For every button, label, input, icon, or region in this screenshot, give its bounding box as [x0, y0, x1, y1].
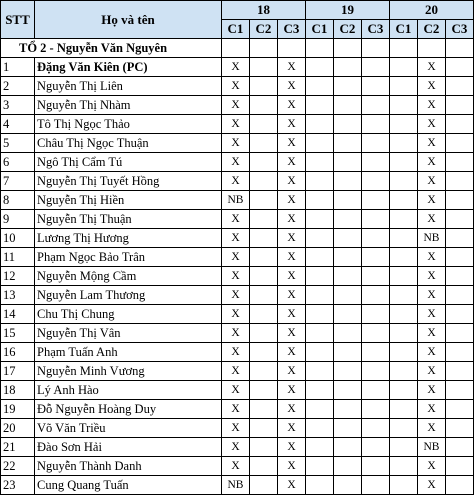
attendance-cell [306, 77, 334, 96]
row-number: 20 [1, 419, 35, 438]
attendance-cell: X [222, 153, 250, 172]
attendance-cell [390, 191, 418, 210]
attendance-cell [250, 419, 278, 438]
table-row [1, 457, 474, 476]
attendance-cell [362, 343, 390, 362]
attendance-cell: X [278, 438, 306, 457]
member-name: Nguyễn Thành Danh [35, 457, 222, 476]
row-number: 14 [1, 305, 35, 324]
attendance-cell: X [278, 362, 306, 381]
attendance-cell [250, 343, 278, 362]
attendance-cell [334, 229, 362, 248]
attendance-cell: X [418, 381, 446, 400]
table-row [1, 191, 474, 210]
attendance-cell [362, 381, 390, 400]
attendance-cell: X [222, 210, 250, 229]
attendance-cell [390, 324, 418, 343]
attendance-cell: X [278, 267, 306, 286]
attendance-cell [334, 267, 362, 286]
attendance-cell [446, 172, 474, 191]
attendance-cell [306, 210, 334, 229]
row-number: 6 [1, 153, 35, 172]
group-row [1, 39, 474, 58]
row-number: 23 [1, 476, 35, 495]
attendance-cell [250, 153, 278, 172]
attendance-cell [306, 362, 334, 381]
member-name: Lương Thị Hương [35, 229, 222, 248]
day-header-18: 18 [222, 1, 306, 20]
attendance-cell [306, 286, 334, 305]
attendance-cell [390, 419, 418, 438]
attendance-cell: X [418, 343, 446, 362]
attendance-cell: X [418, 58, 446, 77]
attendance-cell [446, 248, 474, 267]
group-label: TỔ 2 - Nguyễn Văn Nguyên [1, 39, 222, 58]
attendance-cell [334, 191, 362, 210]
attendance-cell [362, 438, 390, 457]
attendance-cell [250, 267, 278, 286]
attendance-cell: NB [418, 438, 446, 457]
attendance-cell [334, 381, 362, 400]
attendance-cell [390, 96, 418, 115]
attendance-cell [446, 362, 474, 381]
attendance-cell: X [222, 343, 250, 362]
table-row [1, 324, 474, 343]
session-header: C2 [418, 20, 446, 39]
attendance-cell [390, 248, 418, 267]
attendance-cell: X [222, 115, 250, 134]
attendance-cell [306, 476, 334, 495]
row-number: 19 [1, 400, 35, 419]
session-header: C3 [446, 20, 474, 39]
attendance-cell [362, 115, 390, 134]
table-row [1, 77, 474, 96]
attendance-cell [362, 172, 390, 191]
attendance-cell: X [418, 305, 446, 324]
attendance-cell [446, 324, 474, 343]
attendance-cell [250, 229, 278, 248]
attendance-cell: NB [418, 229, 446, 248]
attendance-cell [446, 210, 474, 229]
row-number: 22 [1, 457, 35, 476]
attendance-cell: X [278, 286, 306, 305]
row-number: 15 [1, 324, 35, 343]
attendance-cell [390, 172, 418, 191]
attendance-cell [250, 77, 278, 96]
attendance-cell [390, 134, 418, 153]
attendance-cell [362, 134, 390, 153]
day-header-20: 20 [390, 1, 474, 20]
row-number: 7 [1, 172, 35, 191]
attendance-cell: X [418, 153, 446, 172]
attendance-cell: X [222, 267, 250, 286]
attendance-cell [446, 134, 474, 153]
attendance-cell [390, 267, 418, 286]
attendance-cell [250, 400, 278, 419]
table-row [1, 305, 474, 324]
attendance-cell [306, 457, 334, 476]
table-row [1, 134, 474, 153]
attendance-cell [390, 457, 418, 476]
attendance-cell: X [222, 438, 250, 457]
attendance-cell: X [418, 77, 446, 96]
attendance-cell [306, 305, 334, 324]
session-header: C1 [306, 20, 334, 39]
table-row [1, 400, 474, 419]
attendance-cell [446, 153, 474, 172]
day-header-19: 19 [306, 1, 390, 20]
attendance-cell: X [418, 210, 446, 229]
row-number: 4 [1, 115, 35, 134]
row-number: 1 [1, 58, 35, 77]
attendance-cell: X [222, 381, 250, 400]
row-number: 21 [1, 438, 35, 457]
attendance-cell: X [278, 134, 306, 153]
attendance-cell [306, 343, 334, 362]
attendance-cell [390, 115, 418, 134]
member-name: Nguyễn Thị Liên [35, 77, 222, 96]
attendance-cell: X [278, 77, 306, 96]
attendance-cell [362, 229, 390, 248]
attendance-cell: NB [222, 191, 250, 210]
member-name: Tô Thị Ngọc Thảo [35, 115, 222, 134]
row-number: 12 [1, 267, 35, 286]
member-name: Nguyễn Thị Nhàm [35, 96, 222, 115]
attendance-cell [334, 58, 362, 77]
attendance-cell: X [418, 191, 446, 210]
table-row [1, 362, 474, 381]
attendance-cell: X [418, 400, 446, 419]
table-row [1, 172, 474, 191]
attendance-cell: X [418, 419, 446, 438]
attendance-cell [362, 77, 390, 96]
member-name: Phạm Tuấn Anh [35, 343, 222, 362]
attendance-cell: X [222, 286, 250, 305]
attendance-cell [306, 381, 334, 400]
attendance-cell [334, 419, 362, 438]
attendance-cell [250, 286, 278, 305]
attendance-cell [446, 58, 474, 77]
attendance-cell [362, 286, 390, 305]
attendance-cell [334, 115, 362, 134]
attendance-cell: X [418, 248, 446, 267]
attendance-cell [362, 400, 390, 419]
attendance-cell [390, 476, 418, 495]
table-row [1, 96, 474, 115]
attendance-cell [446, 305, 474, 324]
attendance-cell: X [278, 343, 306, 362]
attendance-cell [362, 457, 390, 476]
attendance-cell: NB [222, 476, 250, 495]
attendance-cell [250, 305, 278, 324]
attendance-cell [390, 229, 418, 248]
row-number: 13 [1, 286, 35, 305]
table-row [1, 115, 474, 134]
attendance-cell: X [418, 324, 446, 343]
header-row-days [1, 1, 474, 20]
attendance-cell [362, 153, 390, 172]
attendance-cell: X [278, 210, 306, 229]
attendance-cell [334, 362, 362, 381]
attendance-cell: X [278, 115, 306, 134]
attendance-cell [334, 210, 362, 229]
member-name: Đào Sơn Hải [35, 438, 222, 457]
attendance-cell [390, 210, 418, 229]
session-header: C1 [390, 20, 418, 39]
attendance-cell [250, 210, 278, 229]
attendance-cell [306, 191, 334, 210]
attendance-cell [334, 400, 362, 419]
attendance-cell [250, 476, 278, 495]
member-name: Nguyễn Lam Thương [35, 286, 222, 305]
table-row [1, 58, 474, 77]
member-name: Nguyễn Thị Tuyết Hồng [35, 172, 222, 191]
table-row [1, 476, 474, 495]
attendance-cell [334, 286, 362, 305]
attendance-cell [334, 457, 362, 476]
attendance-cell [446, 267, 474, 286]
attendance-cell [446, 115, 474, 134]
attendance-cell [362, 210, 390, 229]
member-name: Nguyễn Minh Vương [35, 362, 222, 381]
attendance-cell [250, 172, 278, 191]
attendance-cell [446, 96, 474, 115]
row-number: 8 [1, 191, 35, 210]
table-row [1, 210, 474, 229]
attendance-cell [334, 305, 362, 324]
attendance-cell: X [222, 96, 250, 115]
attendance-cell [446, 476, 474, 495]
attendance-cell [390, 77, 418, 96]
attendance-cell: X [222, 419, 250, 438]
attendance-cell [306, 229, 334, 248]
table-row [1, 438, 474, 457]
attendance-cell [334, 324, 362, 343]
attendance-cell: X [222, 362, 250, 381]
member-name: Phạm Ngọc Bảo Trân [35, 248, 222, 267]
attendance-cell [306, 267, 334, 286]
table-row [1, 419, 474, 438]
attendance-cell [446, 457, 474, 476]
attendance-cell [446, 438, 474, 457]
attendance-cell [250, 381, 278, 400]
attendance-cell [306, 96, 334, 115]
attendance-cell: X [222, 172, 250, 191]
attendance-cell: X [278, 172, 306, 191]
attendance-cell: X [222, 134, 250, 153]
attendance-cell [390, 400, 418, 419]
attendance-cell [250, 115, 278, 134]
attendance-cell: X [278, 419, 306, 438]
attendance-cell [362, 305, 390, 324]
attendance-cell: X [278, 457, 306, 476]
attendance-cell [306, 115, 334, 134]
attendance-cell [362, 191, 390, 210]
member-name: Nguyễn Thị Vân [35, 324, 222, 343]
attendance-cell: X [418, 286, 446, 305]
attendance-cell: X [278, 96, 306, 115]
session-header: C3 [362, 20, 390, 39]
table-row [1, 267, 474, 286]
attendance-cell [250, 438, 278, 457]
attendance-cell: X [418, 115, 446, 134]
attendance-cell: X [278, 229, 306, 248]
attendance-cell [446, 77, 474, 96]
attendance-cell: X [418, 362, 446, 381]
attendance-cell [250, 324, 278, 343]
attendance-cell [362, 476, 390, 495]
attendance-cell: X [418, 134, 446, 153]
member-name: Võ Văn Triều [35, 419, 222, 438]
attendance-cell: X [222, 77, 250, 96]
session-header: C2 [250, 20, 278, 39]
member-name: Ngô Thị Cẩm Tú [35, 153, 222, 172]
attendance-cell: X [222, 324, 250, 343]
table-row [1, 286, 474, 305]
table-row [1, 381, 474, 400]
attendance-cell [334, 77, 362, 96]
attendance-cell [306, 324, 334, 343]
attendance-cell: X [278, 248, 306, 267]
attendance-cell [446, 400, 474, 419]
attendance-cell: X [278, 476, 306, 495]
attendance-cell [250, 362, 278, 381]
member-name: Nguyễn Thị Hiền [35, 191, 222, 210]
attendance-cell: X [222, 58, 250, 77]
attendance-cell [446, 191, 474, 210]
attendance-cell [446, 343, 474, 362]
member-name: Đặng Văn Kiên (PC) [35, 58, 222, 77]
attendance-cell: X [278, 381, 306, 400]
attendance-cell [362, 96, 390, 115]
session-header: C3 [278, 20, 306, 39]
attendance-cell [250, 248, 278, 267]
attendance-cell [334, 248, 362, 267]
attendance-cell: X [418, 172, 446, 191]
attendance-cell: X [278, 191, 306, 210]
row-number: 11 [1, 248, 35, 267]
member-name: Nguyễn Mộng Cầm [35, 267, 222, 286]
attendance-cell [334, 476, 362, 495]
member-name: Đỗ Nguyễn Hoàng Duy [35, 400, 222, 419]
attendance-cell: X [418, 457, 446, 476]
member-name: Cung Quang Tuấn [35, 476, 222, 495]
member-name: Lý Anh Hào [35, 381, 222, 400]
table-row [1, 343, 474, 362]
attendance-cell [362, 58, 390, 77]
attendance-cell: X [418, 267, 446, 286]
session-header: C1 [222, 20, 250, 39]
attendance-cell [334, 153, 362, 172]
attendance-cell [306, 248, 334, 267]
attendance-cell [306, 58, 334, 77]
attendance-cell [334, 172, 362, 191]
row-number: 2 [1, 77, 35, 96]
attendance-cell [390, 381, 418, 400]
attendance-cell [362, 248, 390, 267]
attendance-cell [250, 191, 278, 210]
name-header: Họ và tên [35, 1, 222, 39]
attendance-cell [390, 153, 418, 172]
attendance-cell [446, 229, 474, 248]
attendance-cell [362, 267, 390, 286]
attendance-cell [306, 134, 334, 153]
attendance-cell: X [278, 305, 306, 324]
attendance-cell [250, 457, 278, 476]
attendance-cell [390, 362, 418, 381]
row-number: 18 [1, 381, 35, 400]
attendance-cell [362, 419, 390, 438]
attendance-cell [306, 419, 334, 438]
attendance-cell: X [418, 96, 446, 115]
member-name: Nguyễn Thị Thuận [35, 210, 222, 229]
attendance-cell: X [222, 229, 250, 248]
attendance-cell [390, 305, 418, 324]
attendance-cell [446, 381, 474, 400]
attendance-cell [390, 58, 418, 77]
attendance-cell: X [278, 400, 306, 419]
attendance-cell [334, 438, 362, 457]
attendance-cell [334, 134, 362, 153]
row-number: 17 [1, 362, 35, 381]
row-number: 5 [1, 134, 35, 153]
attendance-cell [446, 286, 474, 305]
attendance-cell [390, 286, 418, 305]
table-row [1, 248, 474, 267]
attendance-cell: X [222, 305, 250, 324]
member-name: Chu Thị Chung [35, 305, 222, 324]
row-number: 16 [1, 343, 35, 362]
attendance-cell [250, 96, 278, 115]
row-number: 9 [1, 210, 35, 229]
attendance-cell [362, 362, 390, 381]
attendance-cell [250, 58, 278, 77]
attendance-cell [306, 153, 334, 172]
attendance-cell [306, 400, 334, 419]
attendance-cell: X [278, 153, 306, 172]
attendance-cell [334, 343, 362, 362]
attendance-cell [306, 438, 334, 457]
attendance-cell [334, 96, 362, 115]
attendance-cell: X [278, 324, 306, 343]
attendance-cell: X [222, 248, 250, 267]
attendance-cell: X [222, 400, 250, 419]
attendance-cell [250, 134, 278, 153]
attendance-cell [390, 343, 418, 362]
attendance-cell: X [278, 58, 306, 77]
roster-body [1, 39, 474, 495]
row-number: 3 [1, 96, 35, 115]
table-row [1, 153, 474, 172]
attendance-cell: X [222, 457, 250, 476]
member-name: Châu Thị Ngọc Thuận [35, 134, 222, 153]
stt-header: STT [1, 1, 35, 39]
attendance-cell [306, 172, 334, 191]
row-number: 10 [1, 229, 35, 248]
attendance-cell [390, 438, 418, 457]
session-header: C2 [334, 20, 362, 39]
attendance-cell: X [418, 476, 446, 495]
attendance-cell [446, 419, 474, 438]
attendance-cell [362, 324, 390, 343]
table-row [1, 229, 474, 248]
